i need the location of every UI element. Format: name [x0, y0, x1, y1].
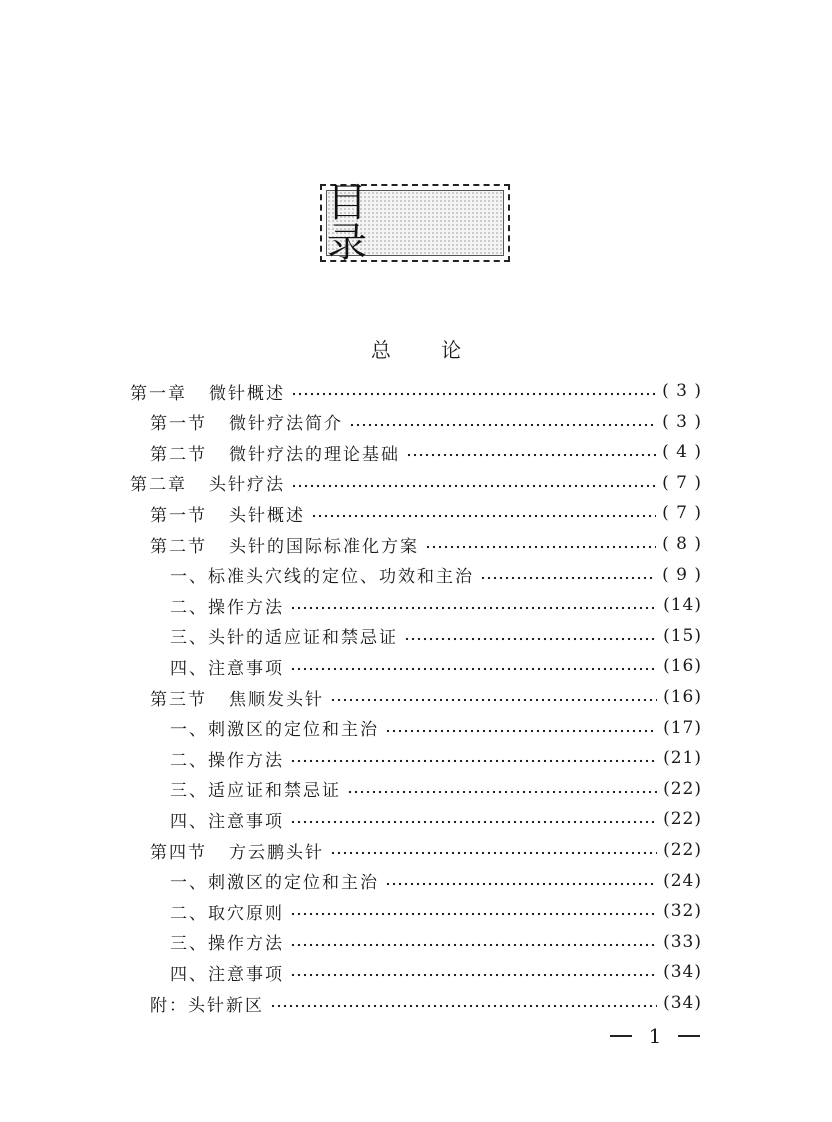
toc-leader-dots — [291, 484, 656, 488]
toc-entry-title: 二、操作方法 — [170, 597, 284, 618]
toc-entry-label — [170, 746, 284, 771]
toc-entry-number: 第一节 — [150, 414, 207, 435]
toc-entry[interactable] — [150, 682, 702, 712]
toc-leader-dots — [404, 637, 657, 641]
toc-entry-title: 焦顺发头针 — [229, 689, 324, 710]
toc-entry-title: 微针疗法的理论基础 — [229, 444, 400, 465]
toc-entry[interactable] — [170, 927, 702, 957]
toc-entry-page: (16) — [663, 687, 702, 707]
section-heading: 总 论 — [370, 338, 484, 362]
toc-entry-label — [150, 685, 324, 710]
toc-entry-number: 第二节 — [150, 444, 207, 465]
toc-entry-title: 二、操作方法 — [170, 750, 284, 771]
toc-entry-page: (34) — [663, 993, 702, 1013]
toc-entry-label — [150, 440, 400, 465]
toc-entry-title: 四、注意事项 — [170, 964, 284, 985]
toc-leader-dots — [290, 912, 657, 916]
toc-entry[interactable] — [150, 498, 702, 528]
toc-entry-number: 第一章 — [130, 383, 187, 404]
toc-entry-page: ( 4 ) — [662, 442, 702, 463]
toc-entry-title: 三、适应证和禁忌证 — [170, 781, 341, 802]
toc-entry-number: 第二章 — [130, 475, 187, 496]
toc-leader-dots — [425, 545, 656, 549]
toc-entry-title: 一、标准头穴线的定位、功效和主治 — [170, 567, 474, 588]
toc-entry[interactable] — [170, 957, 702, 987]
toc-entry-title: 一、刺激区的定位和主治 — [170, 720, 379, 741]
toc-entry-page: ( 3 ) — [662, 411, 702, 432]
toc-entry-label — [170, 776, 341, 801]
toc-entry-label — [150, 409, 343, 434]
toc-entry-number: 第三节 — [150, 689, 207, 710]
toc-entry-page: (24) — [663, 870, 702, 891]
title-frame — [320, 180, 510, 266]
toc-entry-page: (15) — [663, 625, 702, 646]
toc-entry-page: (16) — [663, 656, 702, 677]
toc-entry[interactable] — [150, 835, 702, 865]
toc-entry-title: 一、刺激区的定位和主治 — [170, 873, 379, 894]
toc-entry-title: 四、注意事项 — [170, 658, 284, 679]
toc-entry-title: 三、操作方法 — [170, 934, 284, 955]
toc-entry-page: ( 3 ) — [662, 381, 702, 401]
toc-entry-page: (32) — [663, 901, 702, 922]
toc-entry-label — [170, 868, 379, 893]
toc-entry-number: 第四节 — [150, 842, 207, 863]
toc-entry-label — [170, 562, 474, 587]
toc-entry-page: (17) — [663, 717, 702, 738]
toc-entry-page: (22) — [663, 778, 702, 799]
toc-entry-title: 方云鹏头针 — [229, 842, 324, 863]
toc-entry-page: ( 7 ) — [662, 503, 702, 524]
page-number: 1 — [648, 1024, 662, 1048]
toc-entry-label — [170, 654, 284, 679]
footer-dash-right — [678, 1035, 700, 1037]
toc-entry-title: 四、注意事项 — [170, 811, 284, 832]
toc-leader-dots — [347, 790, 657, 794]
title-panel — [326, 180, 504, 266]
toc-entry-title: 附：头针新区 — [150, 995, 264, 1016]
toc-entry-label — [170, 715, 379, 740]
toc-entry-page: (34) — [663, 962, 702, 983]
page-title: 目 录 — [327, 180, 423, 266]
page-footer — [610, 1024, 700, 1048]
toc-entry-page: (33) — [663, 931, 702, 952]
toc-leader-dots — [291, 392, 656, 396]
toc-entry[interactable] — [130, 376, 702, 406]
toc-entry-title: 微针疗法简介 — [229, 414, 343, 435]
toc-leader-dots — [330, 851, 657, 855]
toc-entry[interactable] — [170, 896, 702, 926]
toc-entry-title: 头针疗法 — [209, 475, 285, 496]
footer-dash-left — [610, 1035, 632, 1037]
toc-entry-page: (22) — [663, 840, 702, 860]
toc-entry[interactable] — [150, 529, 702, 559]
toc-leader-dots — [290, 667, 657, 671]
toc-entry[interactable] — [170, 866, 702, 896]
toc-leader-dots — [290, 606, 657, 610]
toc-entry-number: 第二节 — [150, 536, 207, 557]
toc-entry-label — [130, 470, 285, 495]
toc-entry-number: 第一节 — [150, 505, 207, 526]
toc-entry-label — [170, 623, 398, 648]
toc-entry-page: ( 9 ) — [662, 564, 702, 585]
toc-entry-title: 三、头针的适应证和禁忌证 — [170, 628, 398, 649]
toc-entry-label — [170, 960, 284, 985]
toc-leader-dots — [311, 514, 656, 518]
toc-entry[interactable] — [170, 774, 702, 804]
toc-entry-page: (21) — [663, 748, 702, 769]
toc-entry[interactable] — [150, 437, 702, 467]
toc-entry[interactable] — [170, 743, 702, 773]
toc-entry[interactable] — [170, 804, 702, 834]
toc-leader-dots — [290, 820, 657, 824]
toc-entry-label — [150, 501, 305, 526]
toc-leader-dots — [480, 576, 656, 580]
toc-entry-label — [150, 532, 419, 557]
toc-entry[interactable] — [170, 621, 702, 651]
toc-entry[interactable] — [170, 590, 702, 620]
toc-entry-title: 微针概述 — [209, 383, 285, 404]
toc-entry[interactable] — [150, 407, 702, 437]
toc-entry-page: ( 8 ) — [662, 534, 702, 554]
toc-leader-dots — [290, 973, 657, 977]
toc-leader-dots — [290, 943, 657, 947]
toc-entry[interactable] — [170, 560, 702, 590]
toc-leader-dots — [385, 729, 657, 733]
toc-entry[interactable] — [170, 713, 702, 743]
toc-entry[interactable] — [170, 651, 702, 681]
toc-entry[interactable] — [150, 988, 702, 1018]
toc-leader-dots — [290, 759, 657, 763]
toc-entry[interactable] — [130, 468, 702, 498]
toc-entry-label — [150, 838, 324, 863]
toc-leader-dots — [270, 1004, 657, 1008]
toc-entry-label — [150, 991, 264, 1016]
toc-leader-dots — [406, 453, 656, 457]
toc-entry-page: (14) — [663, 595, 702, 616]
toc-entry-label — [170, 593, 284, 618]
toc-entry-page: (22) — [663, 809, 702, 830]
toc-entry-title: 头针概述 — [229, 505, 305, 526]
toc-entry-title: 二、取穴原则 — [170, 903, 284, 924]
toc-entry-title: 头针的国际标准化方案 — [229, 536, 419, 557]
toc-entry-label — [170, 807, 284, 832]
toc-leader-dots — [349, 423, 656, 427]
toc-entry-label — [170, 929, 284, 954]
toc-entry-page: ( 7 ) — [662, 472, 702, 493]
toc-leader-dots — [385, 882, 657, 886]
toc-entry-label — [130, 379, 285, 404]
toc-leader-dots — [330, 698, 657, 702]
toc-entry-label — [170, 899, 284, 924]
